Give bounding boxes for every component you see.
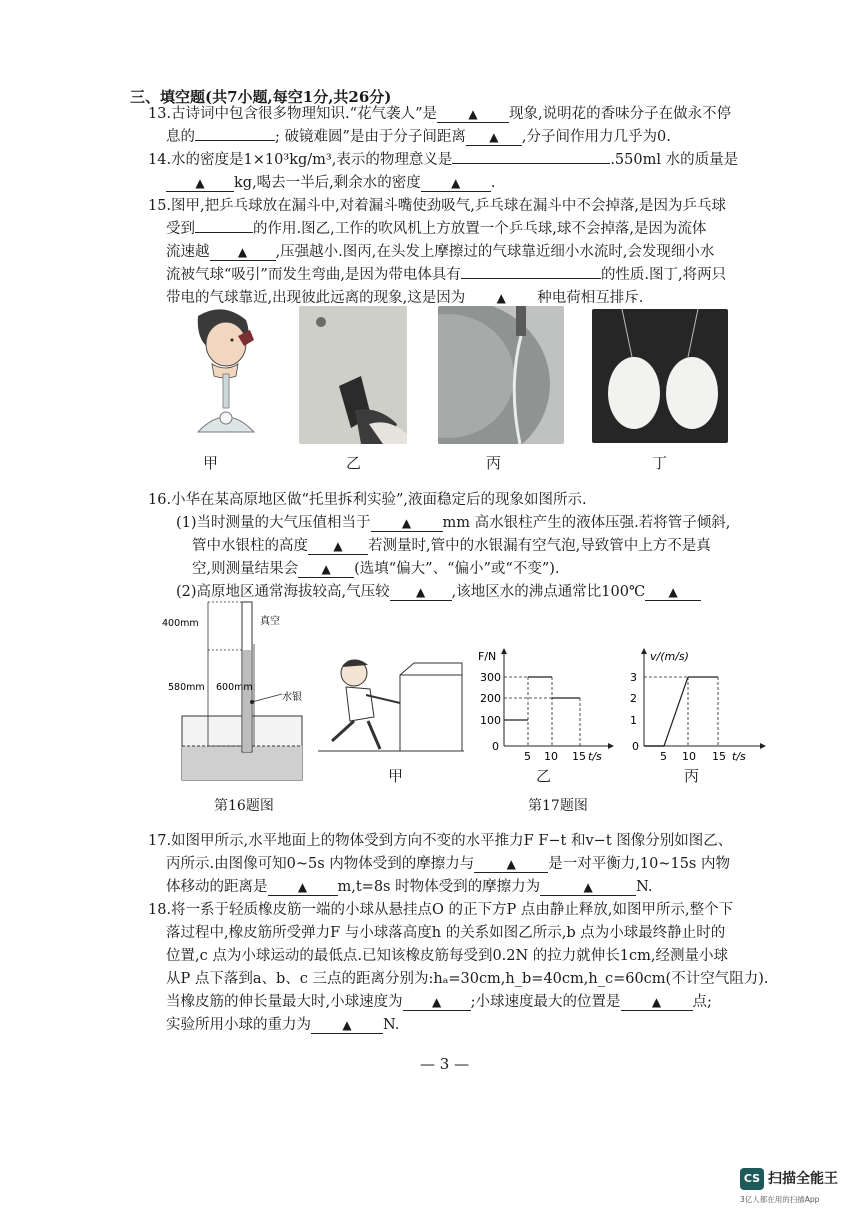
scanner-logo-icon: CS xyxy=(740,1168,764,1190)
answer-blank[interactable]: ▲ xyxy=(311,1017,383,1034)
label-mercury: 水银 xyxy=(282,692,302,703)
answer-blank[interactable]: ▲ xyxy=(166,175,234,192)
answer-blank[interactable]: ▲ xyxy=(465,290,537,307)
answer-blank[interactable]: ▲ xyxy=(403,994,471,1011)
t-tick: 15 xyxy=(572,750,586,763)
q18-line4: 从P 点下落到a、b、c 三点的距离分别为:hₐ=30cm,h_b=40cm,h_c=60cm(不计空气阻力). xyxy=(166,971,769,987)
answer-blank[interactable]: ▲ xyxy=(421,175,491,192)
q16-line3: 管中水银柱的高度 ▲ 若测量时,管中的水银漏有空气泡,导致管中上方不是真 xyxy=(192,538,711,554)
q15-line5: 带电的气球靠近,出现彼此远离的现象,这是因为 ▲ 种电荷相互排斥. xyxy=(166,290,644,306)
answer-blank[interactable]: ▲ xyxy=(645,584,701,601)
scanner-app-name: 扫描全能王 xyxy=(768,1171,838,1187)
answer-blank[interactable] xyxy=(452,163,610,164)
t-tick: 10 xyxy=(544,750,558,763)
answer-blank[interactable]: ▲ xyxy=(371,515,443,532)
q17-line3: 体移动的距离是 ▲ m,t=8s 时物体受到的摩擦力为 ▲ N. xyxy=(166,879,653,895)
q15-line2: 受到 的作用.图乙,工作的吹风机上方放置一个乒乓球,球不会掉落,是因为流体 xyxy=(166,221,707,237)
q15-line4: 流被气球“吸引”而发生弯曲,是因为带电体具有 的性质.图丁,将两只 xyxy=(166,267,727,283)
t-axis-label: t/s xyxy=(588,750,602,763)
q13-line2: 息的 ; 破镜难圆”是由于分子间距离 ▲ ,分子间作用力几乎为0. xyxy=(166,129,671,145)
answer-blank[interactable] xyxy=(461,278,601,279)
fig16-caption: 第16题图 xyxy=(214,798,274,814)
v-axis-label: v/(m/s) xyxy=(650,650,689,663)
photo-hair-dryer xyxy=(299,306,407,444)
answer-blank[interactable] xyxy=(195,140,275,141)
fig17-caption-bing: 丙 xyxy=(684,767,700,785)
q15-line3: 流速越 ▲ ,压强越小.图丙,在头发上摩擦过的气球靠近细小水流时,会发现细小水 xyxy=(166,244,715,260)
t-tick: 5 xyxy=(524,750,531,763)
q14-line2: ▲ kg,喝去一半后,剩余水的密度 ▲ . xyxy=(166,173,495,193)
label-600mm: 600mm xyxy=(216,682,253,693)
t-tick: 5 xyxy=(660,750,667,763)
caption-jia: 甲 xyxy=(203,454,219,472)
q16-line1: 16.小华在某高原地区做“托里拆利实验”,液面稳定后的现象如图所示. xyxy=(148,492,587,508)
q16-line5: (2)高原地区通常海拔较高,气压较 ▲ ,该地区水的沸点通常比100℃ ▲ xyxy=(176,582,701,602)
torricelli-figure xyxy=(160,598,320,798)
q18-line1: 18.将一系于轻质橡皮筋一端的小球从悬挂点O 的正下方P 点由静止释放,如图甲所示,整个下 xyxy=(148,902,734,918)
caption-yi: 乙 xyxy=(346,454,362,472)
q18-line6: 实验所用小球的重力为 ▲ N. xyxy=(166,1017,400,1033)
t-axis-label: t/s xyxy=(732,750,746,763)
label-580mm: 580mm xyxy=(168,682,205,693)
f-tick: 300 xyxy=(480,671,501,684)
answer-blank[interactable]: ▲ xyxy=(308,538,368,555)
answer-blank[interactable]: ▲ xyxy=(390,584,452,601)
answer-blank[interactable]: ▲ xyxy=(540,879,636,896)
answer-blank[interactable]: ▲ xyxy=(437,106,509,123)
v-tick: 0 xyxy=(632,740,639,753)
f-tick: 0 xyxy=(492,740,499,753)
q18-line3: 位置,c 点为小球运动的最低点.已知该橡皮筋每受到0.2N 的拉力就伸长1cm,经测量小球 xyxy=(166,948,729,964)
f-tick: 100 xyxy=(480,714,501,727)
section-title: 三、填空题(共7小题,每空1分,共26分) xyxy=(130,88,392,106)
photo-two-balloons xyxy=(592,309,728,443)
q16-line4: 空,则测量结果会 ▲ (选填“偏大”、“偏小”或“不变”). xyxy=(192,561,560,577)
label-vacuum: 真空 xyxy=(260,616,280,627)
q13-line1: 13.古诗词中包含很多物理知识.“花气袭人”是 ▲ 现象,说明花的香味分子在做永不停 xyxy=(148,106,732,122)
scanner-tagline: 3亿人都在用的扫描App xyxy=(740,1195,820,1204)
q16-line2: (1)当时测量的大气压值相当于 ▲ mm 高水银柱产生的液体压强.若将管子倾斜, xyxy=(176,515,731,531)
q18-line2: 落过程中,橡皮筋所受弹力F 与小球落高度h 的关系如图乙所示,b 点为小球最终静止时的 xyxy=(166,925,726,941)
answer-blank[interactable]: ▲ xyxy=(466,129,522,146)
answer-blank[interactable]: ▲ xyxy=(210,244,276,261)
q14-line1: 14.水的密度是1×10³kg/m³,表示的物理意义是 .550ml 水的质量是 xyxy=(148,152,739,168)
v-tick: 3 xyxy=(630,671,637,684)
t-tick: 10 xyxy=(682,750,696,763)
q18-line5: 当橡皮筋的伸长量最大时,小球速度为 ▲ ;小球速度最大的位置是 ▲ 点; xyxy=(166,994,712,1010)
fig17-caption-yi: 乙 xyxy=(536,767,552,785)
label-400mm: 400mm xyxy=(162,618,199,629)
answer-blank[interactable] xyxy=(195,232,253,233)
f-tick: 200 xyxy=(480,692,501,705)
answer-blank[interactable]: ▲ xyxy=(268,879,338,896)
v-tick: 2 xyxy=(630,692,637,705)
v-tick: 1 xyxy=(630,714,637,727)
v-t-graph xyxy=(620,644,770,764)
answer-blank[interactable]: ▲ xyxy=(298,561,354,578)
fig17-caption: 第17题图 xyxy=(528,798,588,814)
caption-ding: 丁 xyxy=(652,454,668,472)
photo-funnel-boy xyxy=(178,306,278,446)
caption-bing: 丙 xyxy=(486,454,502,472)
t-tick: 15 xyxy=(712,750,726,763)
f-t-graph xyxy=(470,644,616,764)
page-number: — 3 — xyxy=(420,1055,470,1073)
answer-blank[interactable]: ▲ xyxy=(474,856,548,873)
q17-line1: 17.如图甲所示,水平地面上的物体受到方向不变的水平推力F F−t 和v−t 图像分别如图乙、 xyxy=(148,833,733,849)
fig17-caption-jia: 甲 xyxy=(388,767,404,785)
q17-line2: 丙所示.由图像可知0~5s 内物体受到的摩擦力与 ▲ 是一对平衡力,10~15s 内物 xyxy=(166,856,730,872)
push-box-figure xyxy=(314,645,464,767)
answer-blank[interactable]: ▲ xyxy=(621,994,693,1011)
f-axis-label: F/N xyxy=(478,650,497,663)
q15-line1: 15.图甲,把乒乓球放在漏斗中,对着漏斗嘴使劲吸气,乒乓球在漏斗中不会掉落,是因为乒乓球 xyxy=(148,198,726,214)
photo-balloon-water xyxy=(438,306,564,444)
